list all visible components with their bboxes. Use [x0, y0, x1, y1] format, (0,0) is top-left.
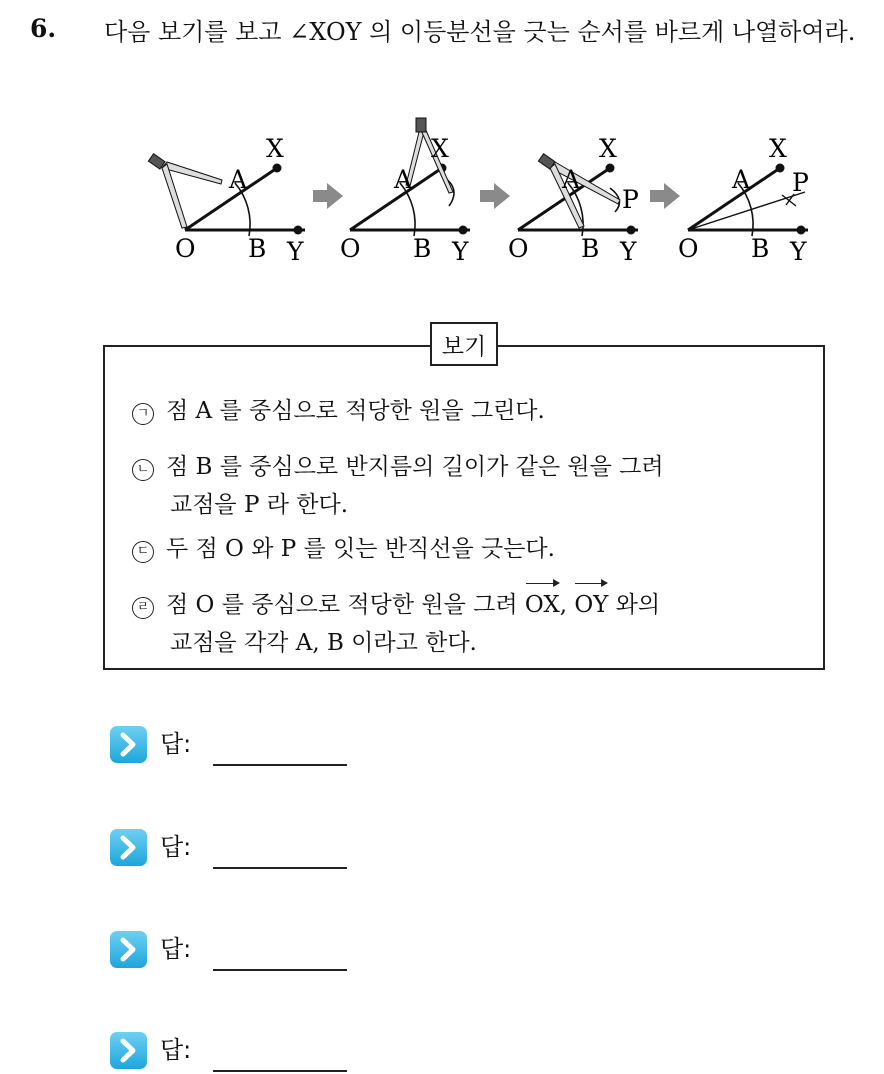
- label-O: O: [175, 234, 196, 263]
- item-mark: ㄱ: [132, 403, 154, 425]
- label-B: B: [248, 234, 267, 263]
- example-box-title: 보기: [430, 322, 498, 366]
- step-panel-4: [678, 134, 809, 266]
- label-A: A: [732, 165, 751, 194]
- label-X: X: [599, 134, 617, 163]
- answer-label: 답:: [160, 1036, 192, 1064]
- label-P: P: [792, 168, 809, 197]
- item-sep: ,: [559, 592, 575, 618]
- step-panel-3: [508, 134, 639, 266]
- label-Y: Y: [620, 237, 637, 266]
- step-panel-1: [148, 134, 305, 266]
- label-B: B: [413, 234, 432, 263]
- construction-figure: [0, 0, 884, 300]
- example-item-4: [132, 586, 660, 662]
- step-arrow-3: [650, 183, 680, 209]
- label-P: P: [622, 185, 639, 214]
- item-text-post: 와의: [608, 592, 661, 618]
- label-A: A: [229, 165, 248, 194]
- item-text: 점 B 를 중심으로 반지름의 길이가 같은 원을 그려: [166, 454, 664, 480]
- chevron-right-icon: [110, 931, 147, 968]
- ray-ox: OX: [525, 586, 560, 624]
- example-item-2: [132, 448, 664, 524]
- example-item-1: [132, 392, 545, 430]
- question-number: 6.: [30, 14, 57, 43]
- example-item-3: [132, 530, 555, 568]
- label-X: X: [431, 134, 449, 163]
- answer-blank[interactable]: [213, 764, 347, 766]
- item-text-continued: 교점을 각각 A, B 이라고 한다.: [170, 630, 477, 656]
- item-text: 점 A 를 중심으로 적당한 원을 그린다.: [166, 398, 545, 424]
- label-Y: Y: [287, 237, 304, 266]
- question-text: 다음 보기를 보고 ∠XOY 의 이등분선을 긋는 순서를 바르게 나열하여라.: [104, 18, 856, 46]
- chevron-right-icon: [110, 829, 147, 866]
- label-X: X: [769, 134, 787, 163]
- label-O: O: [678, 234, 699, 263]
- item-text-continued: 교점을 P 라 한다.: [170, 492, 349, 518]
- label-A: A: [394, 165, 413, 194]
- chevron-right-icon: [110, 1032, 147, 1069]
- step-panel-2: [340, 118, 470, 266]
- label-O: O: [508, 234, 529, 263]
- step-arrow-1: [313, 183, 343, 209]
- answer-label: 답:: [160, 730, 192, 758]
- label-A: A: [562, 165, 581, 194]
- chevron-right-icon: [110, 726, 147, 763]
- answer-blank[interactable]: [213, 1070, 347, 1072]
- label-O: O: [340, 234, 361, 263]
- label-B: B: [751, 234, 770, 263]
- item-mark: ㄹ: [132, 597, 154, 619]
- answer-label: 답:: [160, 833, 192, 861]
- answer-label: 답:: [160, 935, 192, 963]
- label-B: B: [581, 234, 600, 263]
- ray-oy: OY: [574, 586, 608, 624]
- step-arrow-2: [480, 183, 510, 209]
- answer-blank[interactable]: [213, 969, 347, 971]
- item-text: 점 O 를 중심으로 적당한 원을 그려: [166, 592, 525, 618]
- item-mark: ㄷ: [132, 541, 154, 563]
- label-Y: Y: [452, 237, 469, 266]
- answer-blank[interactable]: [213, 867, 347, 869]
- item-text: 두 점 O 와 P 를 잇는 반직선을 긋는다.: [166, 536, 555, 562]
- item-mark: ㄴ: [132, 459, 154, 481]
- label-X: X: [266, 134, 284, 163]
- label-Y: Y: [790, 237, 807, 266]
